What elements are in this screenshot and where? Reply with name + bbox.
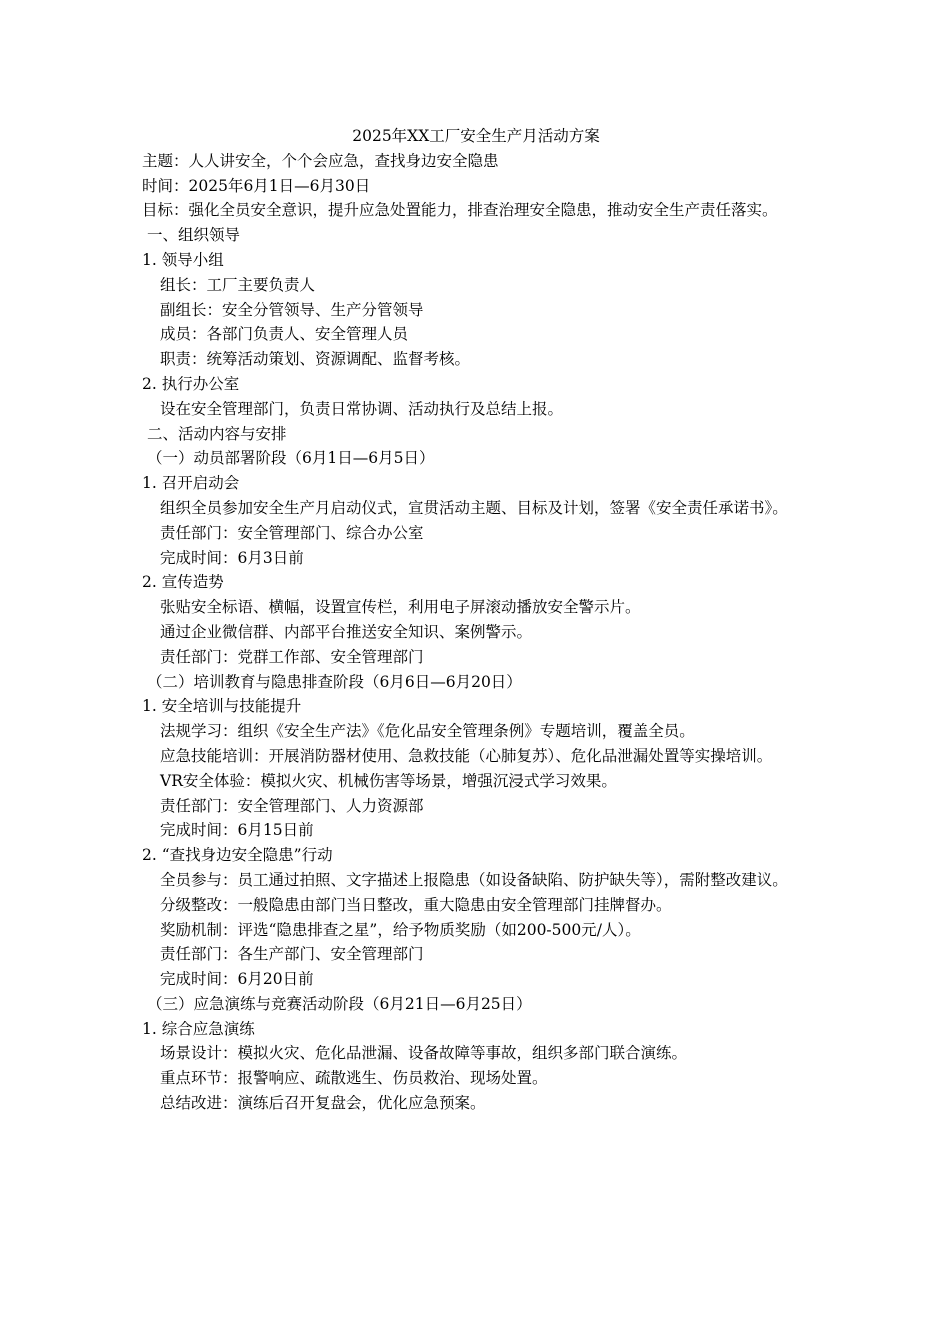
drill-summary: 总结改进：演练后召开复盘会，优化应急预案。 <box>160 1094 486 1113</box>
kickoff-text: 组织全员参加安全生产月启动仪式，宣贯活动主题、目标及计划，签署《安全责任承诺书》。 <box>160 498 788 517</box>
time-line: 时间：2025年6月1日—6月30日 <box>142 176 371 195</box>
phase-heading-drill: （三）应急演练与竞赛活动阶段（6月21日—6月25日） <box>147 994 532 1013</box>
subheading-office: 2. 执行办公室 <box>142 374 240 393</box>
section-heading-organization: 一、组织领导 <box>147 226 241 245</box>
document-title: 2025年XX工厂安全生产月活动方案 <box>352 127 600 145</box>
duties-line: 职责：统筹活动策划、资源调配、监督考核。 <box>160 350 471 369</box>
theme-line: 主题：人人讲安全，个个会应急，查找身边安全隐患 <box>142 151 499 170</box>
hazard-reward: 奖励机制：评选“隐患排查之星”，给予物质奖励（如200-500元/人）。 <box>160 920 641 939</box>
leader-line: 组长：工厂主要负责人 <box>160 275 316 294</box>
publicity-dept: 责任部门：党群工作部、安全管理部门 <box>160 647 424 666</box>
members-line: 成员：各部门负责人、安全管理人员 <box>160 325 409 344</box>
subheading-drill: 1. 综合应急演练 <box>142 1019 255 1038</box>
hazard-rectify: 分级整改：一般隐患由部门当日整改，重大隐患由安全管理部门挂牌督办。 <box>160 895 672 914</box>
section-heading-activities: 二、活动内容与安排 <box>147 424 287 443</box>
training-law: 法规学习：组织《安全生产法》《危化品安全管理条例》专题培训，覆盖全员。 <box>160 722 695 741</box>
hazard-deadline: 完成时间：6月20日前 <box>160 970 314 989</box>
training-deadline: 完成时间：6月15日前 <box>160 821 314 840</box>
deputy-line: 副组长：安全分管领导、生产分管领导 <box>160 300 424 319</box>
subheading-kickoff: 1. 召开启动会 <box>142 474 240 493</box>
publicity-text-1: 张贴安全标语、横幅，设置宣传栏，利用电子屏滚动播放安全警示片。 <box>160 598 641 617</box>
publicity-text-2: 通过企业微信群、内部平台推送安全知识、案例警示。 <box>160 622 533 641</box>
drill-key: 重点环节：报警响应、疏散逃生、伤员救治、现场处置。 <box>160 1069 548 1088</box>
kickoff-deadline: 完成时间：6月3日前 <box>160 548 304 567</box>
subheading-publicity: 2. 宣传造势 <box>142 573 224 592</box>
goal-line: 目标：强化全员安全意识，提升应急处置能力，排查治理安全隐患，推动安全生产责任落实。 <box>142 201 778 220</box>
hazard-dept: 责任部门：各生产部门、安全管理部门 <box>160 945 424 964</box>
subheading-leader-group: 1. 领导小组 <box>142 250 224 269</box>
subheading-training: 1. 安全培训与技能提升 <box>142 697 302 716</box>
document-page <box>142 124 810 1116</box>
hazard-participation: 全员参与：员工通过拍照、文字描述上报隐患（如设备缺陷、防护缺失等），需附整改建议。 <box>160 870 788 889</box>
training-vr: VR安全体验：模拟火灾、机械伤害等场景，增强沉浸式学习效果。 <box>160 771 617 790</box>
phase-heading-mobilization: （一）动员部署阶段（6月1日—6月5日） <box>147 449 435 468</box>
drill-scenario: 场景设计：模拟火灾、危化品泄漏、设备故障等事故，组织多部门联合演练。 <box>160 1044 688 1063</box>
subheading-hazard: 2. “查找身边安全隐患”行动 <box>142 846 333 865</box>
training-dept: 责任部门：安全管理部门、人力资源部 <box>160 796 424 815</box>
training-emergency: 应急技能培训：开展消防器材使用、急救技能（心肺复苏）、危化品泄漏处置等实操培训。 <box>160 746 773 765</box>
kickoff-dept: 责任部门：安全管理部门、综合办公室 <box>160 523 424 542</box>
office-text: 设在安全管理部门，负责日常协调、活动执行及总结上报。 <box>160 399 564 418</box>
phase-heading-training: （二）培训教育与隐患排查阶段（6月6日—6月20日） <box>147 672 522 691</box>
